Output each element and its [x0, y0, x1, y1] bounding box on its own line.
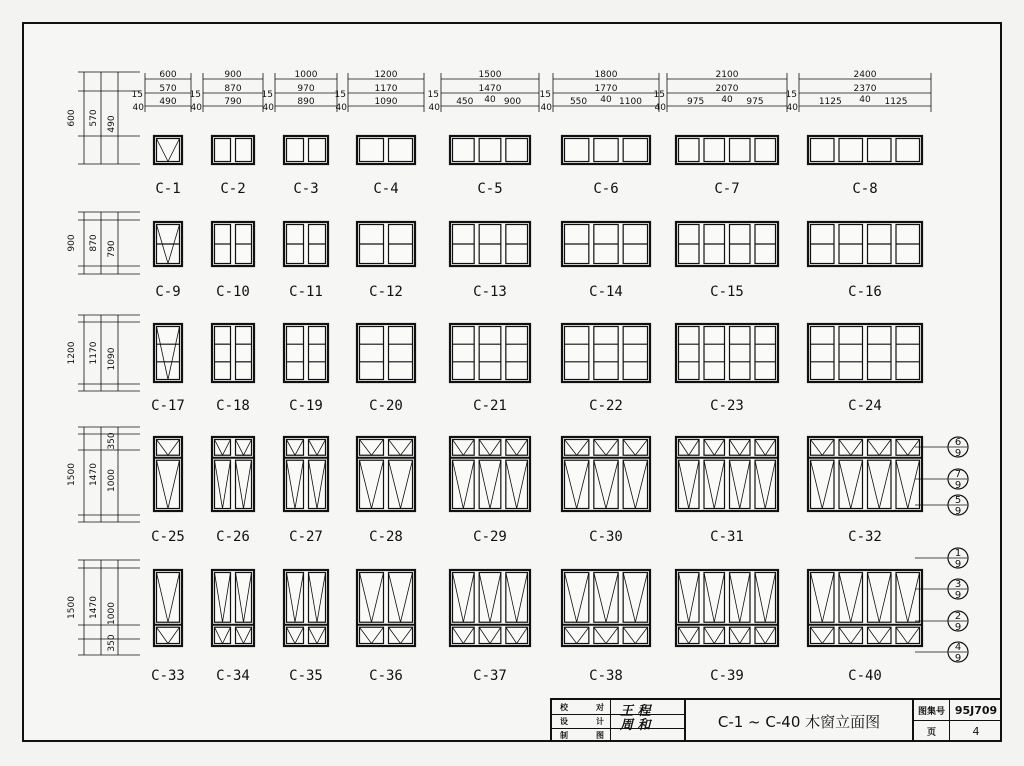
window-frame: [808, 570, 922, 646]
row-inner: 1170: [89, 341, 99, 365]
window-label: C-23: [710, 398, 744, 414]
window-c-38: [562, 570, 650, 646]
window-frame: [154, 437, 182, 511]
window-c-29: [450, 437, 530, 511]
window-label: C-4: [373, 181, 399, 197]
window-label: C-16: [848, 284, 882, 300]
window-c-17: [154, 324, 182, 382]
window-frame: [357, 324, 415, 382]
window-c-30: [562, 437, 650, 511]
callout-sheet-no: 9: [954, 448, 962, 459]
window-label: C-18: [216, 398, 250, 414]
window-c-40: [808, 570, 922, 646]
dim-inner: 2370: [853, 84, 877, 94]
dim-edge: 15: [334, 90, 346, 100]
dim-edge: 15: [539, 90, 551, 100]
signoff-role-b: 对: [596, 703, 604, 712]
window-c-15: [676, 222, 778, 266]
dim-total: 1200: [374, 70, 398, 80]
window-frame: [450, 437, 530, 511]
row-top-pane: 350: [107, 432, 117, 450]
window-c-2: [212, 136, 254, 164]
window-label: C-19: [289, 398, 323, 414]
top-dimension: [428, 70, 539, 113]
row-bottom-pane: 350: [107, 634, 117, 652]
row-pane: 490: [107, 115, 117, 133]
window-frame: [212, 136, 254, 164]
signoff-role-a: 设: [560, 717, 568, 726]
window-label: C-1: [155, 181, 181, 197]
window-c-14: [562, 222, 650, 266]
window-label: C-27: [289, 529, 323, 545]
row-pane: 1000: [107, 602, 117, 625]
window-c-18: [212, 324, 254, 382]
dim-total: 1500: [478, 70, 502, 80]
window-label: C-20: [369, 398, 403, 414]
row-total: 1500: [67, 463, 77, 486]
window-label: C-9: [155, 284, 181, 300]
row-inner: 1470: [89, 596, 99, 619]
window-label: C-35: [289, 668, 323, 684]
page-number: 4: [972, 725, 980, 738]
window-c-21: [450, 324, 530, 382]
window-label: C-14: [589, 284, 623, 300]
window-c-1: [154, 136, 182, 164]
window-frame: [562, 570, 650, 646]
dim-mullion: 40: [859, 95, 871, 105]
window-label: C-24: [848, 398, 882, 414]
top-dimension: [335, 70, 424, 113]
dim-inner: 1170: [374, 84, 398, 94]
dim-edge: 15: [189, 90, 201, 100]
row-pane: 1000: [107, 469, 117, 492]
row-inner: 570: [89, 109, 99, 127]
signoff-row: [552, 714, 684, 733]
window-c-20: [357, 324, 415, 382]
window-frame: [808, 136, 922, 164]
dim-pane: 890: [297, 97, 315, 107]
dim-edge: 15: [785, 90, 797, 100]
window-label: C-30: [589, 529, 623, 545]
dim-pane: 975: [687, 97, 705, 107]
window-label: C-5: [477, 181, 503, 197]
dim-frame-edge: 40: [654, 103, 666, 113]
row-height-dimension: [67, 72, 140, 164]
window-c-5: [450, 136, 530, 164]
callout-sheet-no: 9: [954, 506, 962, 517]
signoff-signature: 王 程: [620, 704, 651, 719]
callout-detail-no: 3: [954, 579, 962, 590]
dim-edge: 15: [653, 90, 665, 100]
dim-edge: 15: [261, 90, 273, 100]
callout-detail-no: 4: [954, 642, 962, 653]
window-c-4: [357, 136, 415, 164]
row-pane: 1090: [107, 347, 117, 371]
window-frame: [676, 324, 778, 382]
dim-frame-edge: 40: [428, 103, 440, 113]
window-label: C-39: [710, 668, 744, 684]
window-label: C-36: [369, 668, 403, 684]
page-label: 页: [914, 721, 950, 742]
dim-pane: 550: [569, 97, 588, 107]
dim-pane: 450: [456, 97, 474, 107]
callout-sheet-no: 9: [954, 559, 962, 570]
window-label: C-34: [216, 668, 250, 684]
window-c-10: [212, 222, 254, 266]
window-c-37: [450, 570, 530, 646]
window-c-12: [357, 222, 415, 266]
window-label: C-17: [151, 398, 185, 414]
window-c-8: [808, 136, 922, 164]
window-c-32: [808, 437, 922, 511]
window-label: C-25: [151, 529, 185, 545]
callout-sheet-no: 9: [954, 622, 962, 633]
atlas-label: 图集号: [914, 700, 950, 721]
callout-detail-no: 5: [954, 495, 962, 506]
dim-total: 900: [224, 70, 242, 80]
window-label: C-11: [289, 284, 323, 300]
window-c-22: [562, 324, 650, 382]
callout-detail-no: 1: [954, 548, 962, 559]
window-label: C-32: [848, 529, 882, 545]
dim-frame-edge: 40: [190, 103, 202, 113]
window-label: C-10: [216, 284, 250, 300]
dim-mullion: 40: [721, 95, 733, 105]
window-label: C-8: [852, 181, 878, 197]
signoff-table: [552, 700, 684, 742]
window-frame: [212, 324, 254, 382]
window-c-34: [212, 570, 254, 646]
signoff-row: [552, 728, 684, 742]
callout-sheet-no: 9: [954, 653, 962, 664]
window-c-23: [676, 324, 778, 382]
window-c-9: [154, 222, 182, 266]
dim-edge: 15: [427, 90, 439, 100]
dim-inner: 1470: [478, 84, 502, 94]
dim-frame-edge: 40: [540, 103, 552, 113]
window-c-35: [284, 570, 328, 646]
window-c-3: [284, 136, 328, 164]
window-c-27: [284, 437, 328, 511]
atlas-number: 95J709: [950, 700, 1002, 721]
dim-inner: 870: [224, 84, 242, 94]
dim-frame-edge: 40: [335, 103, 347, 113]
window-frame: [450, 136, 530, 164]
window-frame: [450, 324, 530, 382]
row-total: 1500: [67, 596, 77, 619]
top-dimension: [132, 70, 191, 113]
window-label: C-22: [589, 398, 623, 414]
signoff-divider: [610, 700, 611, 714]
dim-total: 2100: [715, 70, 739, 80]
row-pane: 790: [107, 240, 117, 258]
window-c-25: [154, 437, 182, 511]
window-frame: [676, 136, 778, 164]
top-dimension: [262, 70, 337, 113]
window-frame: [808, 324, 922, 382]
dim-total: 600: [159, 70, 177, 80]
window-frame: [676, 437, 778, 511]
window-label: C-28: [369, 529, 403, 545]
dim-total: 1800: [594, 70, 618, 80]
dim-pane: 790: [224, 97, 242, 107]
callout-detail-no: 2: [954, 611, 962, 622]
signoff-role-b: 图: [596, 731, 604, 740]
window-frame: [562, 136, 650, 164]
window-label: C-2: [220, 181, 246, 197]
dim-pane: 900: [503, 97, 522, 107]
dim-frame-edge: 40: [786, 103, 798, 113]
row-inner: 1470: [89, 463, 99, 486]
row-height-dimension: [67, 560, 140, 655]
callout-detail-no: 7: [954, 469, 962, 480]
row-height-dimension: [67, 315, 140, 391]
window-label: C-31: [710, 529, 744, 545]
window-c-24: [808, 324, 922, 382]
signoff-role-a: 制: [560, 731, 568, 740]
dim-frame-edge: 40: [132, 103, 144, 113]
window-label: C-3: [293, 181, 319, 197]
window-c-39: [676, 570, 778, 646]
window-frame: [154, 136, 182, 164]
window-frame: [562, 324, 650, 382]
window-frame: [562, 437, 650, 511]
window-c-7: [676, 136, 778, 164]
window-label: C-26: [216, 529, 250, 545]
window-c-11: [284, 222, 328, 266]
row-total: 1200: [67, 341, 77, 365]
window-frame: [284, 437, 328, 511]
dim-inner: 970: [297, 84, 315, 94]
window-c-13: [450, 222, 530, 266]
window-label: C-15: [710, 284, 744, 300]
window-frame: [212, 437, 254, 511]
dim-pane: 1125: [884, 97, 908, 107]
signoff-role-b: 计: [596, 717, 604, 726]
window-label: C-40: [848, 668, 882, 684]
window-c-28: [357, 437, 415, 511]
row-total: 900: [67, 234, 77, 252]
signoff-signature: 周 和: [620, 718, 651, 733]
title-block: [550, 698, 1002, 742]
callout-sheet-no: 9: [954, 480, 962, 491]
window-frame: [808, 437, 922, 511]
window-label: C-38: [589, 668, 623, 684]
window-c-16: [808, 222, 922, 266]
window-c-19: [284, 324, 328, 382]
window-c-36: [357, 570, 415, 646]
window-frame: [450, 570, 530, 646]
window-c-33: [154, 570, 182, 646]
callout-sheet-no: 9: [954, 590, 962, 601]
row-height-dimension: [67, 212, 140, 274]
dim-inner: 1770: [594, 84, 618, 94]
dim-inner: 2070: [715, 84, 739, 94]
row-height-dimension: [67, 427, 140, 522]
drawing-title: C-1 ~ C-40 木窗立面图: [684, 700, 914, 742]
dim-mullion: 40: [484, 95, 496, 105]
dim-pane: 1100: [619, 97, 642, 107]
dim-edge: 15: [131, 90, 143, 100]
top-dimension: [540, 70, 659, 113]
dim-total: 1000: [294, 70, 318, 80]
row-total: 600: [67, 109, 77, 127]
top-dimension: [654, 70, 787, 113]
window-frame: [357, 136, 415, 164]
detail-callout: [915, 548, 968, 570]
window-label: C-29: [473, 529, 507, 545]
window-frame: [284, 324, 328, 382]
dim-inner: 570: [159, 84, 177, 94]
dim-pane: 1090: [374, 97, 398, 107]
window-c-6: [562, 136, 650, 164]
window-c-31: [676, 437, 778, 511]
dim-pane: 1125: [818, 97, 842, 107]
callout-detail-no: 6: [954, 437, 962, 448]
window-label: C-21: [473, 398, 507, 414]
top-dimension: [190, 70, 263, 113]
window-label: C-37: [473, 668, 507, 684]
window-frame: [284, 136, 328, 164]
dim-total: 2400: [853, 70, 877, 80]
window-label: C-13: [473, 284, 507, 300]
dim-frame-edge: 40: [262, 103, 274, 113]
signoff-role-a: 校: [560, 703, 568, 712]
signoff-row: [552, 700, 684, 719]
dim-pane: 490: [159, 97, 177, 107]
signoff-divider: [610, 714, 611, 728]
window-label: C-6: [593, 181, 619, 197]
dim-mullion: 40: [600, 95, 612, 105]
window-c-26: [212, 437, 254, 511]
window-label: C-7: [714, 181, 740, 197]
window-label: C-33: [151, 668, 185, 684]
window-label: C-12: [369, 284, 403, 300]
signoff-divider: [610, 728, 611, 742]
window-frame: [357, 570, 415, 646]
row-inner: 870: [89, 234, 99, 252]
top-dimension: [786, 70, 931, 113]
dim-pane: 975: [746, 97, 764, 107]
